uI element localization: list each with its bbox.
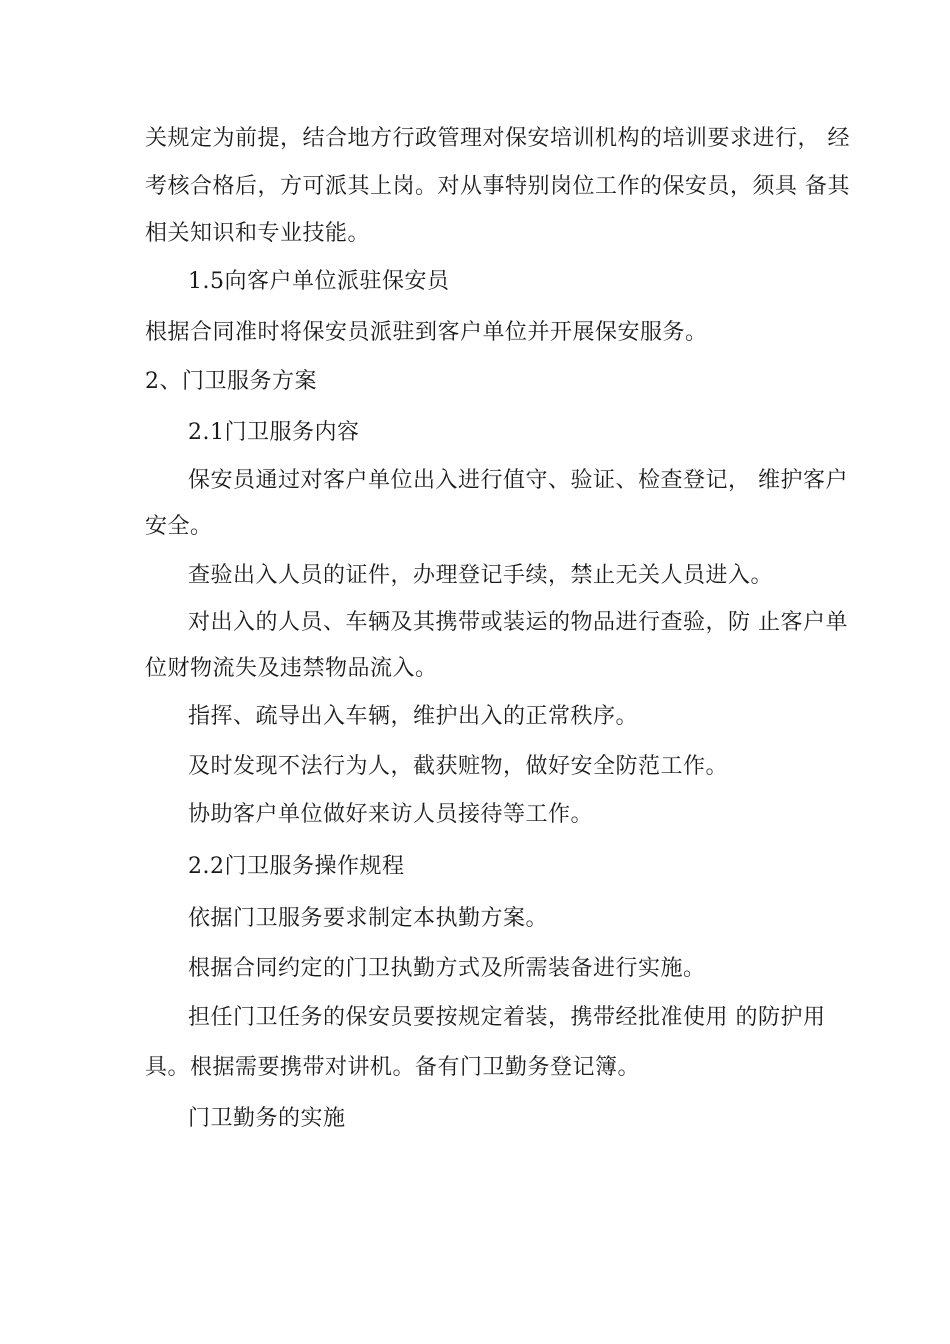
text-line: 依据门卫服务要求制定本执勤方案。 [188,906,549,931]
text-line: 考核合格后，方可派其上岗。对从事特别岗位工作的保安员，须具 备其 [145,174,850,199]
section-heading-2-1: 2.1门卫服务内容 [188,420,360,445]
text-line: 安全。 [145,514,213,539]
text-line: 相关知识和专业技能。 [145,221,371,246]
text-line: 担任门卫任务的保安员要按规定着装，携带经批准使用 的防护用 [188,1005,826,1030]
section-heading-2: 2、门卫服务方案 [145,369,317,394]
text-line: 具。根据需要携带对讲机。备有门卫勤务登记簿。 [145,1055,641,1080]
text-line: 及时发现不法行为人，截获赃物，做好安全防范工作。 [188,754,729,779]
text-line: 指挥、疏导出入车辆，维护出入的正常秩序。 [188,704,639,729]
text-line: 根据合同准时将保安员派驻到客户单位并开展保安服务。 [145,320,708,345]
text-line: 查验出入人员的证件，办理登记手续，禁止无关人员进入。 [188,563,774,588]
section-heading-1-5: 1.5向客户单位派驻保安员 [188,269,450,294]
text-line: 协助客户单位做好来访人员接待等工作。 [188,802,594,827]
text-line: 保安员通过对客户单位出入进行值守、验证、检查登记， 维护客户 [188,468,848,493]
text-line: 对出入的人员、车辆及其携带或装运的物品进行查验，防 止客户单 [188,610,848,635]
text-line: 根据合同约定的门卫执勤方式及所需装备进行实施。 [188,956,706,981]
text-line: 关规定为前提，结合地方行政管理对保安培训机构的培训要求进行， 经 [145,126,850,151]
section-heading-2-2: 2.2门卫服务操作规程 [188,854,405,879]
subsection-heading: 门卫勤务的实施 [188,1106,346,1131]
text-line: 位财物流失及违禁物品流入。 [145,656,438,681]
